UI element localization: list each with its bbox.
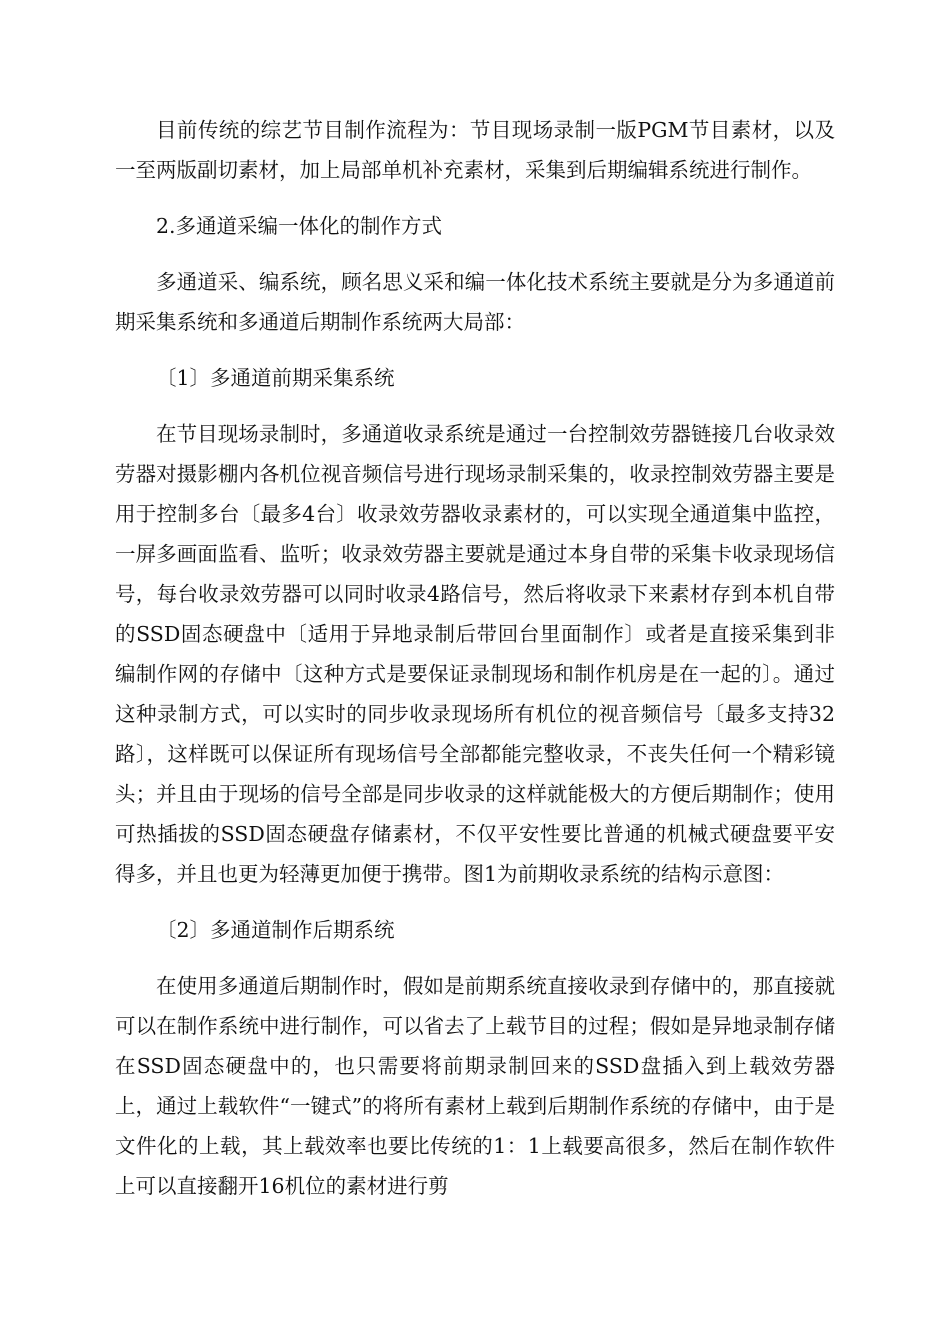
subheading-front-capture: 〔1〕多通道前期采集系统 bbox=[156, 366, 395, 390]
section-heading-multichannel: 2.多通道采编一体化的制作方式 bbox=[156, 214, 443, 238]
paragraph-system-overview: 多通道采、编系统，顾名思义采和编一体化技术系统主要就是分为多通道前期采集系统和多通道后期制作系统两大局部： bbox=[115, 270, 835, 334]
paragraph-front-capture: 在节目现场录制时，多通道收录系统是通过一台控制效劳器链接几台收录效劳器对摄影棚内各机位视音频信号进行现场录制采集的，收录控制效劳器主要是用于控制多台〔最多4台〕收录效劳器收录素材的，可以实现全通道集中监控，一屏多画面监看、监听；收录效劳器主要就是通过本身自带的采集卡收录现场信号，每台收录效劳器可以同时收录4路信号，然后将收录下来素材存到本机自带的SSD固态硬盘中〔适用于异地录制后带回台里面制作〕或者是直接采集到非编制作网的存储中〔这种方式是要保证录制现场和制作机房是在一起的〕。通过这种录制方式，可以实时的同步收录现场所有机位的视音频信号〔最多支持32路〕，这样既可以保证所有现场信号全部都能完整收录，不丧失任何一个精彩镜头；并且由于现场的信号全部是同步收录的这样就能极大的方便后期制作；使用可热插拔的SSD固态硬盘存储素材，不仅平安性要比普通的机械式硬盘要平安得多，并且也更为轻薄更加便于携带。图1为前期收录系统的结构示意图： bbox=[115, 422, 835, 886]
document-body bbox=[115, 110, 835, 1206]
paragraph-post-production: 在使用多通道后期制作时，假如是前期系统直接收录到存储中的，那直接就可以在制作系统中进行制作，可以省去了上载节目的过程；假如是异地录制存储在SSD固态硬盘中的，也只需要将前期录制回来的SSD盘插入到上载效劳器上，通过上载软件“一键式”的将所有素材上载到后期制作系统的存储中，由于是文件化的上载，其上载效率也要比传统的1：1上载要高很多，然后在制作软件上可以直接翻开16机位的素材进行剪 bbox=[115, 974, 835, 1198]
paragraph-traditional-workflow: 目前传统的综艺节目制作流程为：节目现场录制一版PGM节目素材，以及一至两版副切素材，加上局部单机补充素材，采集到后期编辑系统进行制作。 bbox=[115, 118, 835, 182]
subheading-post-production: 〔2〕多通道制作后期系统 bbox=[156, 918, 395, 942]
